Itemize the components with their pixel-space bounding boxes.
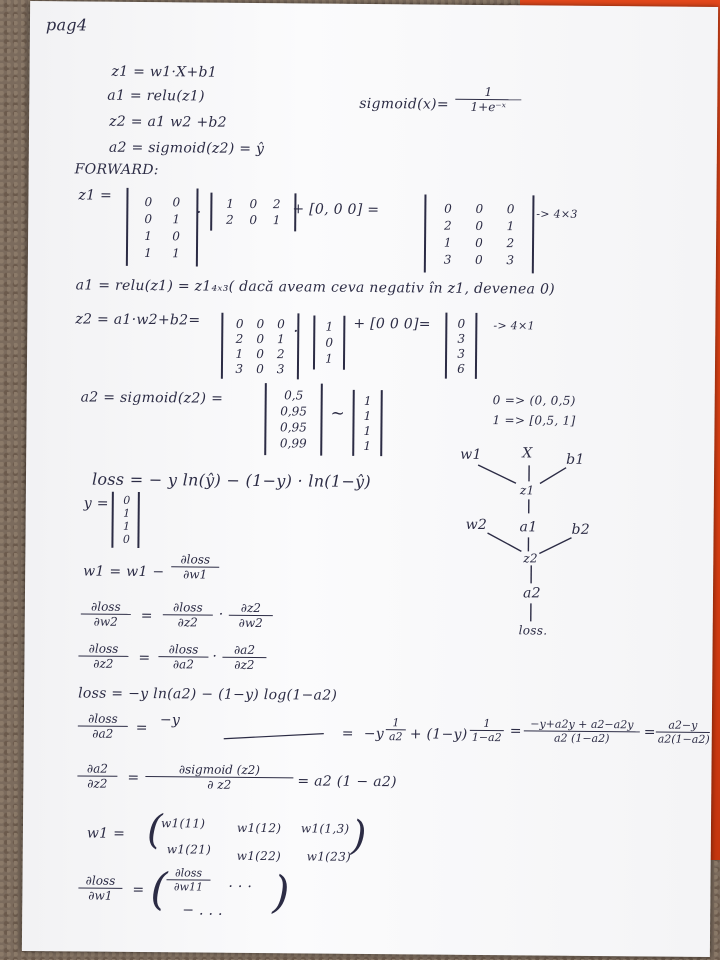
graph-node-w2: w2 [465,516,488,534]
matrix-cell: 0 [249,212,258,227]
dloss-dw11-fraction [166,866,210,893]
matrix-cell: 0,95 [280,420,307,435]
dloss-da2-lhs [78,711,128,740]
plus-bias-2: + [0 0 0]= [353,315,431,333]
def-z1: z1 = w1·X+b1 [111,63,218,81]
matrix-cell: 3 [506,252,515,267]
matrix-cell: 1 [172,245,180,260]
matrix-cell: 0 [325,335,334,350]
a1-relu-line: a1 = relu(z1) = z1₄ₓ₃( dacă aveam ceva negativ în z1, devenea 0) [75,277,556,298]
equals-sign: = [135,719,148,737]
frac-numerator: a2−y [656,719,710,733]
matrix-cell: 0 [506,201,515,216]
chain2-lhs [78,641,128,670]
matrix-cell: 2 [506,235,515,250]
matrix-cell: 1 [226,196,234,212]
equals-sign: = [140,608,153,625]
w1-entry-11: w1(11) [160,816,206,831]
matrix-cell: 2 [226,212,234,227]
frac-denominator: a2(1−a2) [657,732,710,746]
frac-denominator: ∂z2 [93,656,114,671]
matrix-cell: 1 [123,506,131,520]
matrix-cell: 0,5 [284,388,304,403]
w1-entry-21: w1(21) [166,842,212,857]
matrix-cell: 1 [506,218,515,233]
paper-sheet [22,1,718,957]
matrix-cell: 1 [276,331,285,346]
frac-numerator: 1 [386,716,406,730]
matrix-cell: 0 [256,361,264,376]
matrix-cell: 1 [144,245,152,260]
chain1-lhs [81,599,131,628]
frac-numerator: ∂z2 [229,601,273,616]
matrix-cell: 1 [123,519,131,533]
w1-lhs: w1 = [86,825,126,842]
matrix-cell: 0 [144,194,153,209]
matrix-cell: 1 [325,351,333,366]
equals-sign: = [341,725,354,742]
graph-node-x: X [522,445,533,462]
frac-numerator: ∂loss [81,599,131,614]
dot-operator: · [293,321,299,341]
matrix-cell: 1 [363,393,372,408]
matrix-cell: 1 [144,228,152,243]
graph-node-a1: a1 [519,519,538,536]
frac-numerator: ∂loss [171,552,219,567]
term2-fraction [470,717,504,744]
matrix-cell: 0 [457,316,466,331]
loss-formula: loss = − y ln(ŷ) − (1−y) · ln(1−ŷ) [91,469,372,492]
matrix-cell: 0 [172,228,180,243]
simplified-fraction [656,719,710,746]
frac-numerator: ∂loss [166,866,210,880]
matrix-cell: 0 [475,252,483,267]
paren-left: ( [150,864,169,916]
sigmoid-lhs: sigmoid(x)= [359,95,449,113]
frac-denominator: ∂ z2 [207,777,232,792]
graph-node-a2: a2 [522,585,541,602]
frac-numerator: ∂a2 [77,761,117,776]
w1-entry-23: w1(23) [306,849,352,864]
matrix-cell: 0 [256,346,264,361]
frac-denominator: ∂a2 [172,657,194,672]
def-a2: a2 = sigmoid(z2) = ŷ [108,139,265,158]
matrix-cell: 0 [235,316,244,331]
sigmoid-denominator: 1+e⁻ˣ [470,99,506,115]
matrix-cell: 3 [235,361,244,376]
frac-numerator: ∂loss [158,642,208,657]
ellipsis-row2: − . . . [182,902,223,919]
strike-line [224,733,324,740]
def-z2: z2 = a1 w2 +b2 [109,113,227,131]
matrix-cell: 3 [276,361,285,376]
update-rule-lhs: w1 = w1 − [83,563,165,581]
dot-operator: · [218,606,224,623]
term-plus-one-minus-y: + (1−y) [409,726,468,743]
forward-label: FORWARD: [74,161,159,179]
page-header: pag4 [45,15,88,35]
matrix-cell: 3 [457,331,466,346]
combined-fraction [524,717,640,745]
frac-denominator: ∂z2 [87,776,108,791]
matrix-cell: 1 [363,408,372,423]
equals-sign: = [643,724,656,741]
matrix-cell: 0 [123,493,131,507]
equals-sign: = [127,769,140,786]
approx-symbol: ~ [330,403,346,424]
matrix-cell: 0 [475,218,484,233]
dot-operator: · [196,202,202,222]
map-one: 1 => [0,5, 1] [492,413,576,428]
graph-node-z1: z1 [519,483,535,498]
matrix-cell: 1 [325,319,334,335]
map-zero: 0 => (0, 0,5) [492,393,576,408]
equals-sign: = [509,723,522,740]
matrix-cell: 0 [277,316,285,331]
chain2-term1 [158,642,208,671]
frac-numerator: ∂loss [78,711,128,726]
graph-node-z2: z2 [523,551,538,566]
matrix-cell: 1 [363,438,372,453]
matrix-cell: 2 [235,331,244,346]
frac-numerator: ∂loss [78,641,128,656]
matrix-cell: 0,95 [280,404,308,419]
matrix-cell: 2 [272,197,281,212]
da2-dz2-lhs [77,761,117,790]
frac-denominator: ∂w2 [238,615,263,631]
dloss-dw1-lhs [78,873,122,902]
w1-entry-13: w1(1,3) [300,821,350,836]
sigmoid-derivative-fraction [145,762,293,792]
matrix-cell: 0 [172,194,181,209]
chain1-term1 [163,600,213,629]
term1-fraction [386,716,406,743]
matrix-cell: 3 [457,346,465,361]
w1-entry-12: w1(12) [236,820,282,836]
matrix-cell: 2 [276,346,285,361]
paren-left: ( [146,807,164,854]
matrix-cell: 1 [443,235,452,250]
paren-right: ) [272,867,291,919]
frac-denominator: ∂z2 [177,615,198,630]
frac-numerator: ∂loss [78,873,122,888]
matrix-cell: 0 [444,201,452,216]
matrix-cell: 1 [363,423,372,438]
frac-denominator: ∂w1 [183,567,208,582]
w1-entry-22: w1(22) [236,848,282,864]
matrix-cell: 0 [249,197,258,212]
equals-sign: = [132,881,145,899]
matrix-cell: 1 [172,211,181,226]
matrix-cell: 6 [457,361,465,376]
frac-denominator: ∂z2 [234,657,255,672]
z1-lhs: z1 = [78,187,113,204]
paren-right: ) [350,812,367,859]
graph-node-loss: loss. [518,623,548,638]
matrix-cell: 0 [475,201,484,216]
chain1-term2 [229,601,273,630]
frac-denominator: ∂w11 [173,880,204,894]
a2-lhs: a2 = sigmoid(z2) = [80,389,224,407]
frac-numerator: ∂sigmoid (z2) [145,762,293,778]
graph-node-w1: w1 [460,446,482,463]
ellipsis-row1: . . . [228,874,253,891]
matrix-cell: 0 [144,211,153,226]
frac-denominator: ∂a2 [92,726,114,741]
graph-arrows [22,1,718,957]
arrow-line [539,537,571,553]
plus-bias: + [0, 0 0] = [292,201,380,219]
matrix-cell: 0,99 [279,436,307,451]
def-a1: a1 = relu(z1) [107,87,205,105]
matrix-cell: 0 [256,331,265,346]
frac-denominator: 1−a2 [471,730,502,745]
frac-denominator: ∂w2 [93,614,118,629]
term-minus-y: −y [363,725,385,743]
frac-numerator: 1 [470,717,504,731]
sigmoid-numerator: 1 [455,85,521,101]
arrow-line [487,533,521,551]
frac-denominator: a2 [388,730,403,744]
matrix-cell: 0 [122,532,131,546]
graph-node-b1: b1 [566,451,585,468]
graph-node-b2: b2 [571,521,591,538]
matrix-cell: 3 [443,252,452,267]
y-lhs: y = [83,495,109,512]
arrow-line [540,467,566,483]
sigmoid-derivative-result: = a2 (1 − a2) [297,773,397,791]
matrix-cell: 0 [475,235,483,250]
loss-rewrite: loss = −y ln(a2) − (1−y) log(1−a2) [78,685,338,704]
dloss-numerator-scribble: −y [159,712,181,729]
frac-numerator: ∂a2 [222,643,266,658]
chain2-term2 [222,643,266,672]
arrow-line [478,465,516,483]
frac-denominator: ∂w1 [88,888,113,903]
matrix-cell: 1 [235,346,244,361]
frac-numerator: −y+a2y + a2−a2y [524,717,640,732]
matrix-cell: 1 [272,212,281,227]
z2-lhs: z2 = a1·w2+b2= [75,311,201,329]
matrix-cell: 0 [256,316,265,331]
shape-note-4x3: -> 4×3 [536,207,578,221]
update-rule-fraction [171,552,219,581]
shape-note-4x1: -> 4×1 [493,319,535,333]
equals-sign: = [138,649,151,667]
frac-numerator: ∂loss [163,600,213,615]
dot-operator: · [212,648,218,665]
frac-denominator: a2 (1−a2) [553,731,610,746]
matrix-cell: 2 [443,218,452,233]
